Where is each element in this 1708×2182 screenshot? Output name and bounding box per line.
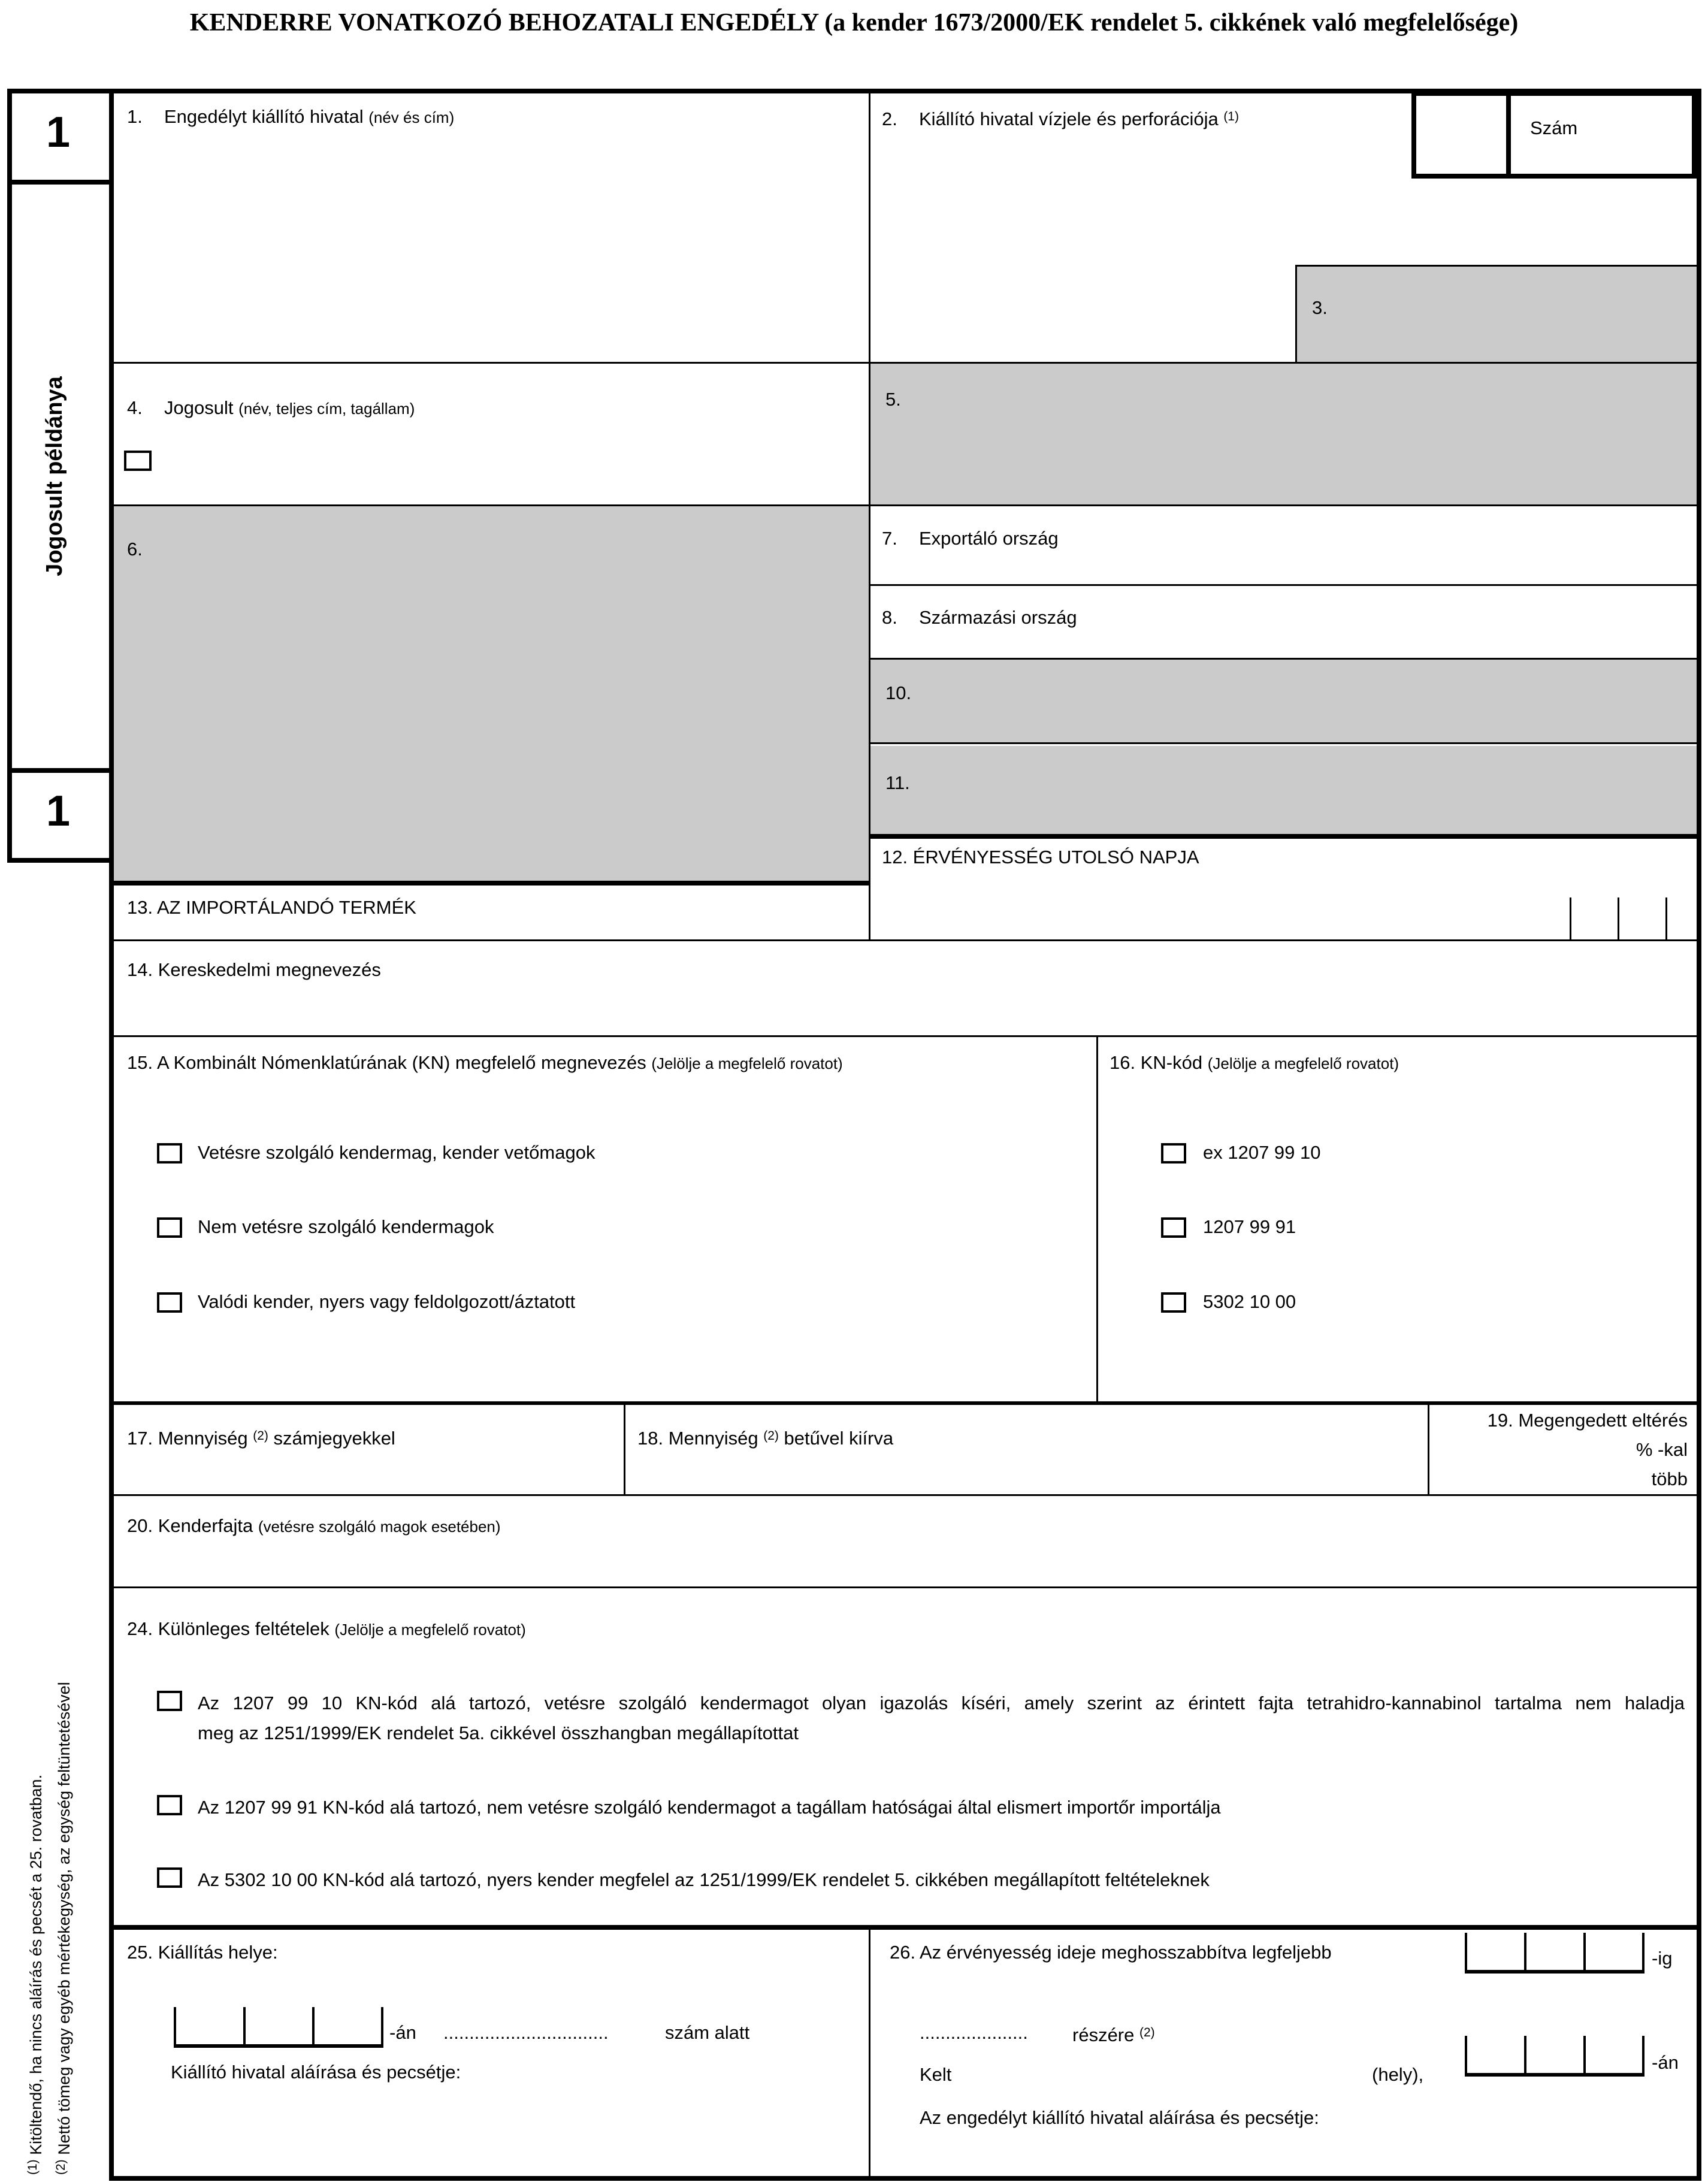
box1-number: 1. xyxy=(127,106,143,127)
grid-line xyxy=(114,939,1697,941)
box16-option1-checkbox[interactable] xyxy=(1161,1143,1186,1163)
box26-reszere-label: részére $^{(2)}$ xyxy=(1072,2024,1155,2045)
date-tick xyxy=(1465,1933,1467,1970)
grid-line xyxy=(109,2176,1701,2181)
box15-option1-checkbox[interactable] xyxy=(157,1143,182,1163)
box26-signature-label: Az engedélyt kiállító hivatal aláírása és pecsétje: xyxy=(920,2107,1319,2128)
grid-line xyxy=(114,1494,1697,1496)
box16-option2-label: 1207 99 91 xyxy=(1203,1216,1296,1237)
box3-number: 3. xyxy=(1312,297,1328,318)
box17-label: 17. Mennyiség $^{(2)}$ számjegyekkel xyxy=(127,1428,395,1449)
box25-signature-label: Kiállító hivatal aláírása és pecsétje: xyxy=(171,2062,461,2083)
box15-option2-label: Nem vetésre szolgáló kendermagok xyxy=(198,1216,494,1237)
date-comb-signed xyxy=(1465,2036,1644,2077)
grid-line xyxy=(114,362,1697,364)
date-comb-issue xyxy=(174,2007,383,2048)
grid-line xyxy=(1297,265,1697,267)
box16-option2-checkbox[interactable] xyxy=(1161,1217,1186,1238)
shaded-cell-5 xyxy=(870,364,1697,504)
box4-number: 4. xyxy=(127,397,143,418)
date-tick xyxy=(381,2007,383,2044)
box24-title: 24. Különleges feltételek (Jelölje a megfelelő rovatot) xyxy=(127,1618,526,1639)
box16-option1-label: ex 1207 99 10 xyxy=(1203,1142,1321,1163)
box25-title: 25. Kiállítás helye: xyxy=(127,1942,278,1963)
grid-line xyxy=(869,1930,870,2176)
box19-line3: több xyxy=(1651,1468,1688,1489)
date-tick xyxy=(1642,1933,1644,1970)
box2-label: 2. Kiállító hivatal vízjele és perforációja $^{(1)}$ xyxy=(882,108,1239,129)
date-tick xyxy=(1524,1933,1526,1970)
box15-option3-checkbox[interactable] xyxy=(157,1292,182,1313)
grid-line xyxy=(109,89,114,2181)
box15-title: 15. A Kombinált Nómenklatúrának (KN) megfelelő megnevezés (Jelölje a megfelelő rovatot) xyxy=(127,1052,843,1073)
copy-number-bottom: 1 xyxy=(46,787,71,835)
box20-label: 20. Kenderfajta (vetésre szolgáló magok esetében) xyxy=(127,1515,501,1536)
date-tick xyxy=(312,2007,315,2044)
box26-dotted-line: ..................... xyxy=(920,2022,1028,2043)
grid-line xyxy=(7,89,12,863)
date-tick xyxy=(1642,2036,1644,2073)
box6-number: 6. xyxy=(127,539,143,560)
box1-sublabel: (név és cím) xyxy=(368,108,455,126)
box26-ig-label: -ig xyxy=(1652,1948,1673,1969)
box4-label: 4. Jogosult (név, teljes cím, tagállam) xyxy=(127,397,415,418)
box20-sublabel: (vetésre szolgáló magok esetében) xyxy=(258,1518,501,1536)
date-tick xyxy=(1618,897,1619,939)
box14-label: 14. Kereskedelmi megnevezés xyxy=(127,959,381,980)
box16-subtitle: (Jelölje a megfelelő rovatot) xyxy=(1207,1054,1399,1072)
box25-dotted-line: ................................ xyxy=(443,2022,609,2043)
grid-line xyxy=(7,180,114,185)
box15-option2-checkbox[interactable] xyxy=(157,1217,182,1238)
box16-title: 16. KN-kód (Jelölje a megfelelő rovatot) xyxy=(1110,1052,1399,1073)
footnote-1: $^{(1)}$ Kitöltendő, ha nincs aláírás és pecsét a 25. rovatban. xyxy=(26,1774,45,2175)
date-comb-extension xyxy=(1465,1933,1644,1974)
box16-option3-checkbox[interactable] xyxy=(1161,1292,1186,1313)
box24-option2-checkbox[interactable] xyxy=(157,1795,182,1815)
date-tick xyxy=(1570,897,1571,939)
box1-label: 1. Engedélyt kiállító hivatal (név és cím) xyxy=(127,106,455,127)
grid-line xyxy=(114,1401,1697,1405)
copy-number-top: 1 xyxy=(46,108,71,156)
footnotes xyxy=(20,1456,77,2175)
shaded-cell-10 xyxy=(870,660,1697,742)
licence-number-box xyxy=(1411,91,1697,179)
footnote-2: $^{(2)}$ Nettó tömeg vagy egyéb mértékegység, az egység feltüntetésével xyxy=(54,1682,73,2175)
box24-option3-checkbox[interactable] xyxy=(157,1867,182,1888)
date-tick xyxy=(243,2007,246,2044)
box24-option1-checkbox[interactable] xyxy=(157,1691,182,1711)
box10-number: 10. xyxy=(885,682,912,703)
box26-kelt-label: Kelt xyxy=(920,2064,952,2085)
box2-number: 2. xyxy=(882,108,897,129)
shaded-cell-6 xyxy=(114,506,869,881)
box11-number: 11. xyxy=(885,772,910,793)
box15-option3-label: Valódi kender, nyers vagy feldolgozott/áztatott xyxy=(198,1291,576,1312)
grid-line xyxy=(114,881,869,886)
box24-option3-label: Az 5302 10 00 KN-kód alá tartozó, nyers kender megfelel az 1251/1999/EK rendelet 5. cikkében megállapított feltételeknek xyxy=(198,1869,1210,1890)
box18-label: 18. Mennyiség $^{(2)}$ betűvel kiírva xyxy=(637,1428,894,1449)
grid-line xyxy=(114,1925,1697,1930)
footnote-ref-2: (2) xyxy=(253,1429,268,1443)
grid-line xyxy=(1428,1405,1429,1494)
box26-an-label: -án xyxy=(1652,2052,1679,2073)
date-tick xyxy=(1524,2036,1526,2073)
grid-line xyxy=(1697,89,1701,2181)
box19-line1: 19. Megengedett eltérés xyxy=(1487,1410,1688,1431)
box19-label xyxy=(1435,1406,1688,1494)
date-tick xyxy=(1665,897,1667,939)
box16-option3-label: 5302 10 00 xyxy=(1203,1291,1296,1312)
box5-number: 5. xyxy=(885,389,901,410)
box25-an-label: -án xyxy=(389,2022,416,2043)
grid-line xyxy=(1096,1037,1098,1401)
box12-label: 12. ÉRVÉNYESSÉG UTOLSÓ NAPJA xyxy=(882,847,1199,868)
box26-hely-label: (hely), xyxy=(1372,2064,1424,2085)
box24-subtitle: (Jelölje a megfelelő rovatot) xyxy=(334,1621,526,1639)
grid-line xyxy=(1295,265,1297,362)
date-tick xyxy=(1583,1933,1586,1970)
box24-option2-label: Az 1207 99 91 KN-kód alá tartozó, nem vetésre szolgáló kendermagot a tagállam hatóságai által elismert importőr importálja xyxy=(198,1797,1221,1818)
box25-szam-alatt-label: szám alatt xyxy=(665,2022,750,2043)
grid-line xyxy=(869,834,1697,839)
box8-number: 8. xyxy=(882,607,897,628)
shaded-cell-11 xyxy=(870,746,1697,834)
grid-line xyxy=(870,658,1697,660)
box24-option1-label: Az 1207 99 10 KN-kód alá tartozó, vetésre szolgáló kendermagot olyan igazolás kíséri, amely szerint az érintett fajta tetrahidro-kannabinol tartalma nem haladja meg az 1251/1999/EK rendelet 5a. cikkével összhangban megállapítottat xyxy=(198,1693,1685,1743)
szam-label: Szám xyxy=(1530,117,1578,138)
box8-label: 8. Származási ország xyxy=(882,607,1077,628)
box4-sublabel: (név, teljes cím, tagállam) xyxy=(238,400,415,418)
grid-line xyxy=(114,1035,1697,1037)
copy-holder-label: Jogosult példánya xyxy=(42,376,67,576)
grid-line xyxy=(869,93,870,939)
date-tick xyxy=(1583,2036,1586,2073)
box19-line2: % -kal xyxy=(1636,1439,1688,1460)
grid-line xyxy=(870,742,1697,744)
grid-line xyxy=(114,1586,1697,1588)
box26-title: 26. Az érvényesség ideje meghosszabbítva legfeljebb xyxy=(890,1942,1332,1963)
footnote-ref-1: (1) xyxy=(1223,110,1239,123)
grid-line xyxy=(870,584,1697,586)
box4-checkbox[interactable] xyxy=(124,451,152,471)
box15-subtitle: (Jelölje a megfelelő rovatot) xyxy=(651,1054,843,1072)
grid-line xyxy=(114,504,1697,506)
box7-number: 7. xyxy=(882,528,897,549)
box13-label: 13. AZ IMPORTÁLANDÓ TERMÉK xyxy=(127,897,416,918)
box7-label: 7. Exportáló ország xyxy=(882,528,1059,549)
footnote-ref-2: (2) xyxy=(1139,2026,1155,2039)
grid-line xyxy=(7,858,114,863)
grid-line xyxy=(7,768,114,773)
shaded-cell-3 xyxy=(1297,267,1697,362)
grid-line xyxy=(624,1405,625,1494)
footnote-ref-2: (2) xyxy=(763,1429,779,1443)
box15-option1-label: Vetésre szolgáló kendermag, kender vetőmagok xyxy=(198,1142,595,1163)
date-tick xyxy=(174,2007,176,2044)
grid-line xyxy=(1506,96,1511,174)
form-title: KENDERRE VONATKOZÓ BEHOZATALI ENGEDÉLY (a kender 1673/2000/EK rendelet 5. cikkének való megfelelősége) xyxy=(189,9,1519,37)
date-tick xyxy=(1465,2036,1467,2073)
